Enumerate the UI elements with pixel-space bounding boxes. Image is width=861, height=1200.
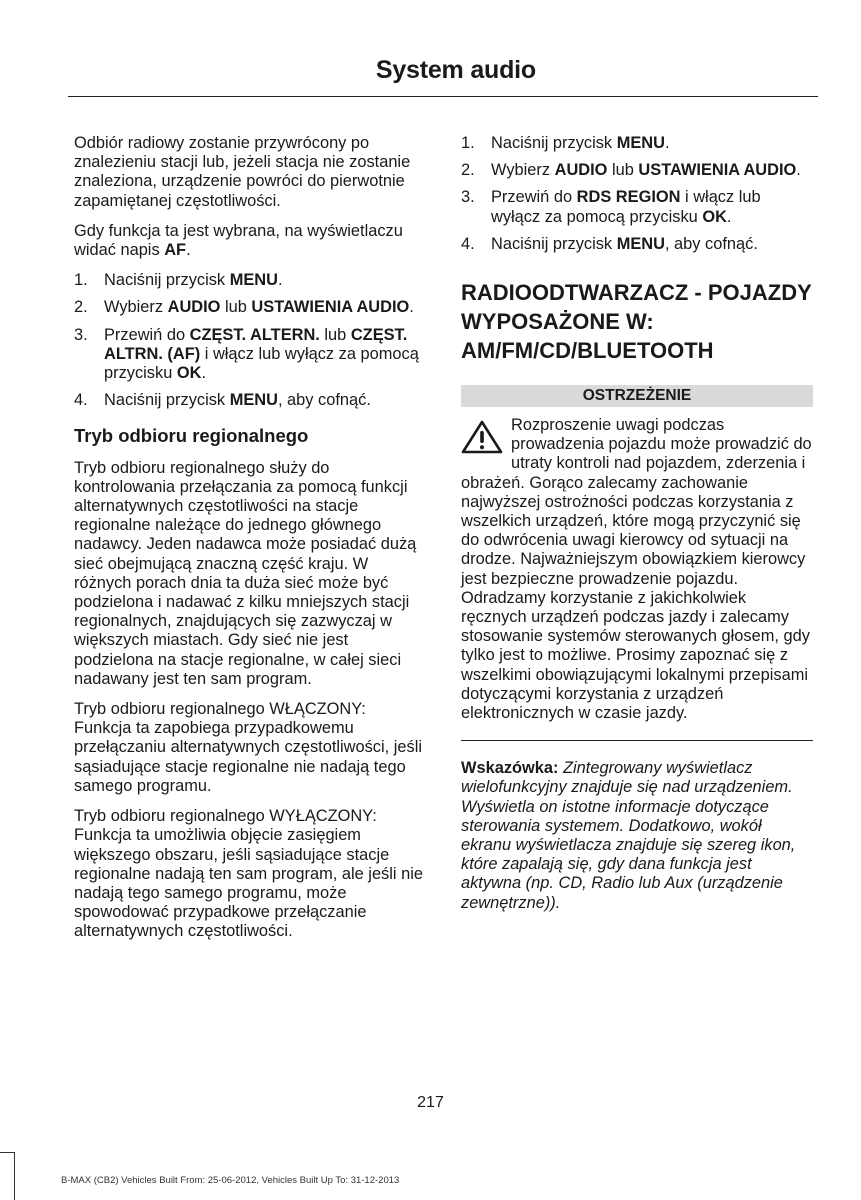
list-item: 3. Przewiń do CZĘST. ALTERN. lub CZĘST. ALTRN. (AF) i włącz lub wyłącz za pomocą przycisku OK.: [74, 325, 419, 383]
paragraph-regional-mode: Tryb odbioru regionalnego służy do kontrolowania przełączania za pomocą funkcji alternatywnych częstotliwości na stacje regionalne należące do jednego głównego nadawcy. Jeden nadawca może posiadać dużą sieć obejmującą znaczną część kraju. W różnych porach dnia ta duża sieć może być podzielona i nadawać z kilku mniejszych stacji regionalnych, znajdujących się zazwyczaj w większych miastach. Gdy sieć nie jest podzielona na stacje regionalne, w całej sieci nadawany jest ten sam program.: [74, 458, 417, 688]
af-label: AF: [164, 241, 187, 260]
paragraph-regional-off: Tryb odbioru regionalnego WYŁĄCZONY: Funkcja ta umożliwia objęcie zasięgiem większego obszaru, jeśli sąsiadujące stacje regionalne nadają ten sam program, ale jeśli nie nadają tego samego programu, może spowodować przypadkowe przełączanie alternatywnych częstotliwości.: [74, 807, 423, 941]
page-number: 217: [417, 1094, 444, 1111]
list-item: 4. Naciśnij przycisk MENU, aby cofnąć.: [74, 391, 371, 410]
list-item: 1. Naciśnij przycisk MENU.: [74, 271, 283, 290]
note-divider: [461, 740, 813, 741]
paragraph-af-display: Gdy funkcja ta jest wybrana, na wyświetlaczu widać napis AF.: [74, 221, 403, 260]
note-label: Wskazówka:: [461, 759, 559, 778]
crop-mark-vertical: [14, 1152, 15, 1200]
list-item: 3. Przewiń do RDS REGION i włącz lub wyłącz za pomocą przycisku OK.: [461, 188, 761, 226]
list-item: 1. Naciśnij przycisk MENU.: [461, 134, 670, 152]
header-divider: [68, 96, 818, 97]
note-text: Zintegrowany wyświetlacz wielofunkcyjny znajduje się nad urządzeniem. Wyświetla on istotne informacje dotyczące sterowania systemem. Dodatkowo, wokół ekranu wyświetlacza znajduje się szereg ikon, które zapalają się, gdy dana funkcja jest aktywna (np. CD, Radio lub Aux (urządzenie zewnętrzne)).: [461, 759, 796, 912]
list-item: 4. Naciśnij przycisk MENU, aby cofnąć.: [461, 234, 758, 253]
warning-banner: OSTRZEŻENIE: [461, 385, 813, 407]
paragraph-regional-on: Tryb odbioru regionalnego WŁĄCZONY: Funkcja ta zapobiega przypadkowemu przełączaniu alternatywnych częstotliwości, jeśli sąsiadujące stacje regionalne nie nadają tego samego programu.: [74, 700, 422, 795]
page-title: System audio: [375, 56, 536, 84]
list-item: 2. Wybierz AUDIO lub USTAWIENIA AUDIO.: [74, 298, 414, 317]
section-heading-regional-mode: Tryb odbioru regionalnego: [74, 425, 309, 447]
paragraph-reception-restore: Odbiór radiowy zostanie przywrócony po znalezieniu stacji lub, jeżeli stacja nie zostanie znaleziona, urządzenie powróci do pierwotnie zapamiętanej częstotliwości.: [74, 134, 411, 210]
left-column: [74, 134, 426, 953]
rds-steps-list: [461, 134, 813, 254]
warning-triangle-icon: [461, 420, 503, 454]
warning-text: Rozproszenie uwagi podczas prowadzenia pojazdu może prowadzić do utraty kontroli nad pojazdem, zderzenia i obrażeń. Gorąco zalecamy zachowanie najwyższej ostrożności podczas korzystania z wszelkich urządzeń, które mogą przyczynić się do odwrócenia uwagi kierowcy od sytuacji na drodze. Najważniejszym obowiązkiem kierowcy jest bezpieczne prowadzenie pojazdu. Odradzamy korzystanie z jakichkolwiek ręcznych urządzeń podczas jazdy i zalecamy stosowanie systemów sterowanych głosem, gdy tylko jest to możliwe. Prosimy zapoznać się z wszelkimi obowiązującymi lokalnymi przepisami dotyczącymi korzystania z urządzeń elektronicznych w czasie jazdy.: [461, 416, 812, 723]
section-title-radio: RADIOODTWARZACZ - POJAZDY WYPOSAŻONE W: AM/FM/CD/BLUETOOTH: [461, 280, 812, 364]
right-column: [461, 134, 813, 924]
list-item: 2. Wybierz AUDIO lub USTAWIENIA AUDIO.: [461, 161, 801, 180]
crop-mark-horizontal: [0, 1152, 14, 1153]
footer-vehicle-info: B-MAX (CB2) Vehicles Built From: 25-06-2012, Vehicles Built Up To: 31-12-2013: [61, 1175, 400, 1186]
note-paragraph: [461, 759, 813, 913]
warning-box: [461, 416, 813, 723]
af-steps-list: [74, 271, 426, 410]
